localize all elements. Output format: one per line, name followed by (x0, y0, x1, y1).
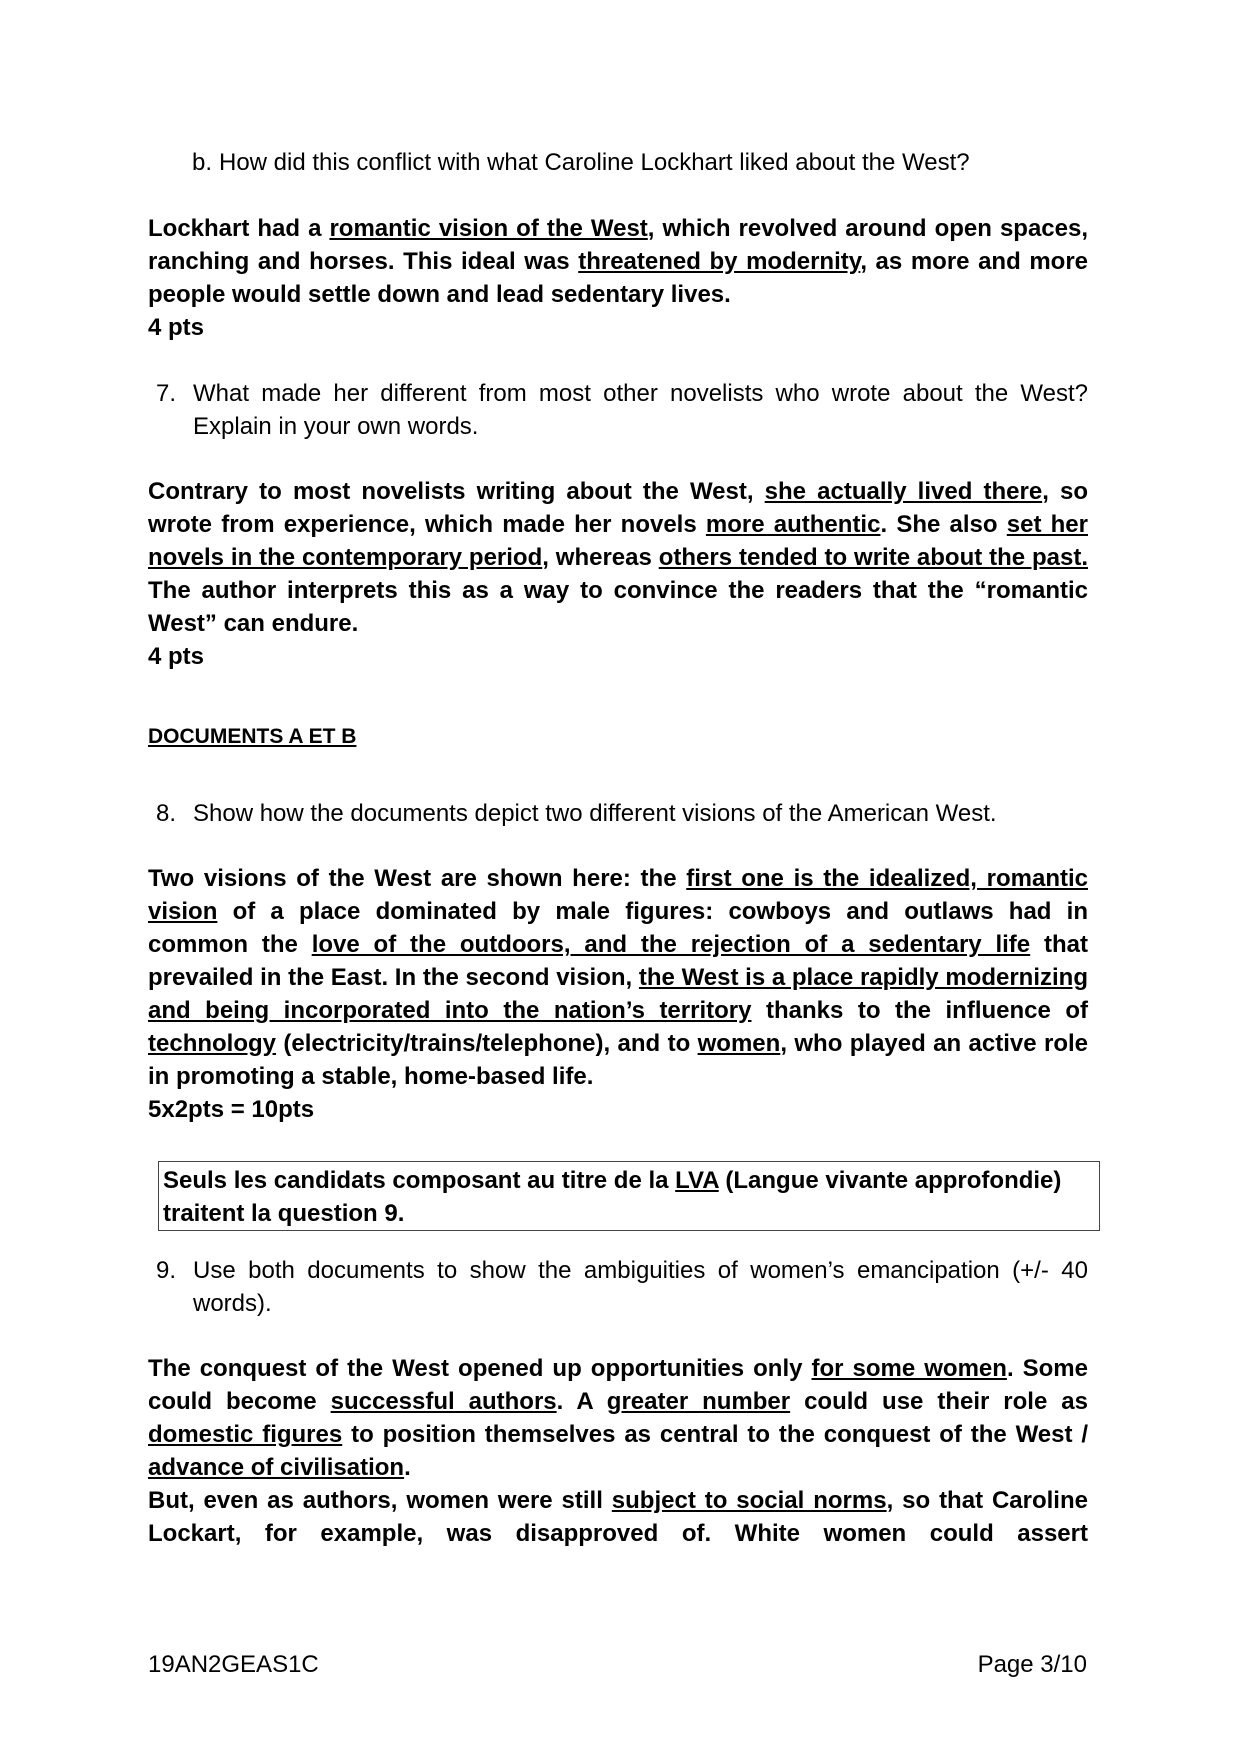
answer-underline: women (697, 1030, 781, 1057)
question-8-number: 8. (156, 800, 177, 827)
answer-underline: romantic vision of the West (329, 215, 648, 242)
answer-8 (148, 862, 1088, 1093)
answer-text: . She also (880, 511, 1007, 538)
answer-text: thanks to the influence of (751, 997, 1088, 1024)
question-8 (148, 797, 1088, 830)
question-7-text: What made her different from most other novelists who wrote about the West? Explain in your own words. (193, 380, 1088, 440)
answer-underline: the West is a place rapidly modernizing and being incorporated into the nation’s territory (148, 964, 1088, 1024)
question-9-number: 9. (156, 1257, 177, 1284)
points-8: 5x2pts = 10pts (148, 1096, 315, 1123)
question-6b-label: b. (192, 149, 213, 176)
answer-text: , who played an active role in promoting a stable, home-based life. (148, 1030, 1088, 1090)
question-6b-text: How did this conflict with what Caroline Lockhart liked about the West? (219, 149, 970, 176)
answer-underline: subject to social norms (611, 1487, 887, 1514)
answer-text: (electricity/trains/telephone), and to (276, 1030, 698, 1057)
answer-text: to position themselves as central to the conquest of the West / (342, 1421, 1089, 1448)
answer-underline: domestic figures (148, 1421, 343, 1448)
answer-underline: more authentic (705, 511, 881, 538)
answer-underline: others tended to write about the past. (658, 544, 1089, 571)
answer-text: The conquest of the West opened up opportunities only (148, 1355, 812, 1382)
answer-text: Contrary to most novelists writing about the West, (148, 478, 765, 505)
question-9-text: Use both documents to show the ambiguities of women’s emancipation (+/- 40 words). (193, 1257, 1088, 1317)
answer-text: could use their role as (790, 1388, 1088, 1415)
answer-9-continued (148, 1484, 1088, 1550)
answer-underline: first one is the idealized, romantic vision (148, 865, 1088, 925)
answer-underline: technology (148, 1030, 277, 1057)
answer-text: The author interprets this as a way to convince the readers that the “romantic West” can endure. (148, 577, 1088, 637)
answer-7 (148, 475, 1088, 640)
question-7-number: 7. (156, 380, 177, 407)
answer-text: , so wrote from experience, which made her novels (148, 478, 1088, 538)
notice-text: Seuls les candidats composant au titre de la (163, 1167, 676, 1194)
answer-underline: advance of civilisation (148, 1454, 405, 1481)
answer-text: , whereas (542, 544, 659, 571)
answer-underline: greater number (606, 1388, 791, 1415)
answer-text: , as more and more people would settle down and lead sedentary lives. (148, 248, 1089, 308)
answer-text: . A (556, 1388, 607, 1415)
answer-text: But, even as authors, women were still (148, 1487, 612, 1514)
section-heading: DOCUMENTS A ET B (148, 725, 357, 748)
points-7: 4 pts (148, 643, 205, 670)
answer-9 (148, 1352, 1088, 1484)
answer-underline: threatened by modernity (578, 248, 861, 275)
footer-page-number: Page 3/10 (977, 1651, 1087, 1678)
answer-text: of a place dominated by male figures: cowboys and outlaws had in common the (148, 898, 1088, 958)
answer-underline: love of the outdoors, and the rejection of a sedentary life (311, 931, 1031, 958)
question-8-text: Show how the documents depict two different visions of the American West. (193, 800, 997, 827)
footer-code: 19AN2GEAS1C (148, 1651, 319, 1678)
answer-underline: set her novels in the contemporary period (148, 511, 1088, 571)
notice-underline: LVA (675, 1167, 719, 1194)
answer-text: that prevailed in the East. In the second vision, (148, 931, 1088, 991)
points-6b: 4 pts (148, 314, 205, 341)
answer-underline: successful authors (330, 1388, 557, 1415)
answer-underline: she actually lived there (764, 478, 1043, 505)
question-7 (148, 377, 1088, 443)
answer-text: , which revolved around open spaces, ranching and horses. This ideal was (148, 215, 1089, 275)
notice-text: (Langue vivante approfondie) traitent la question 9. (163, 1167, 1062, 1227)
answer-underline: for some women (811, 1355, 1007, 1382)
answer-6b (148, 212, 1088, 311)
answer-text: Lockhart had a (148, 215, 330, 242)
answer-text: , so that Caroline Lockart, for example, was disapproved of. White women could assert (148, 1487, 1088, 1547)
lva-notice-box (158, 1161, 1100, 1231)
answer-text: Two visions of the West are shown here: the (148, 865, 687, 892)
answer-text: . Some could become (148, 1355, 1088, 1415)
answer-text: . (404, 1454, 411, 1481)
question-9 (148, 1254, 1088, 1320)
